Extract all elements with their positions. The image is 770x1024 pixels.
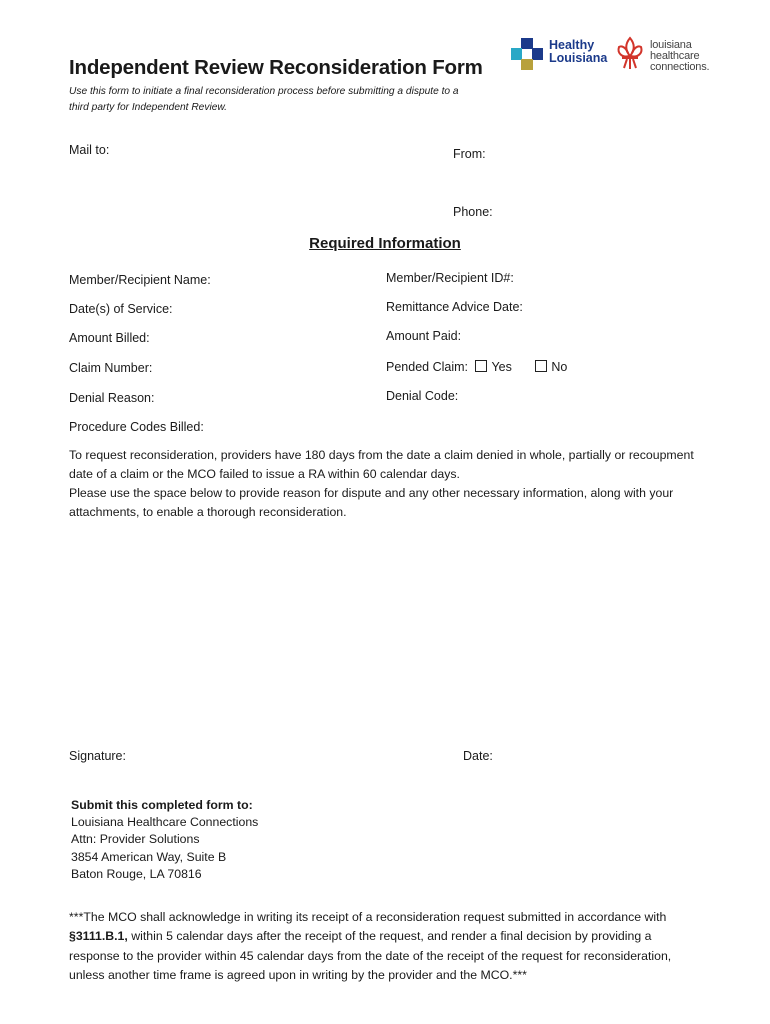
amount-billed-field: Amount Billed: [69,331,150,345]
address-line: Louisiana Healthcare Connections [71,815,259,830]
logo-healthcare-word: healthcare [650,50,700,62]
claim-number-field: Claim Number: [69,361,153,375]
notice-text-pre: ***The MCO shall acknowledge in writing its receipt of a reconsideration request submitted in accordance with [69,910,667,924]
phone-label: Phone: [453,205,493,219]
notice-section-ref: §3111.B.1, [69,929,128,944]
denial-reason-field: Denial Reason: [69,391,155,405]
amount-paid-field: Amount Paid: [386,329,462,343]
pended-claim-field [386,360,567,374]
dates-of-service-field: Date(s) of Service: [69,302,173,316]
notice-text-post: within 5 calendar days after the receipt of the request, and render a final decision by providing a response to the provider within 45 calendar days from the date of the receipt of the request for reconsideration, unless another time frame is agreed upon in writing by the provider and the MCO.*** [69,929,672,982]
healthy-louisiana-cross-icon [509,36,545,72]
submit-address-block [71,797,258,883]
logo-connections-word: connections. [650,61,710,73]
instructions-paragraph-2: Please use the space below to provide reason for dispute and any other necessary information, along with your attachments, to enable a thorough reconsideration. [69,486,674,519]
instructions-paragraph-1: To request reconsideration, providers have 180 days from the date a claim denied in whole, partially or recoupment date of a claim or the MCO failed to issue a RA within 60 calendar days. [69,448,694,481]
pended-yes-checkbox[interactable] [475,360,487,372]
pended-yes-label: Yes [491,360,512,374]
member-name-field: Member/Recipient Name: [69,273,211,287]
required-information-text: Required Information [309,235,461,252]
remittance-advice-date-field: Remittance Advice Date: [386,300,523,314]
pended-no-checkbox[interactable] [535,360,547,372]
louisiana-healthcare-connections-logo [614,36,710,78]
healthy-louisiana-logo [509,36,609,72]
signature-label: Signature: [69,749,126,763]
from-label: From: [453,147,486,161]
member-id-field: Member/Recipient ID#: [386,271,514,285]
pended-claim-label: Pended Claim: [386,360,468,374]
page-title: Independent Review Reconsideration Form [69,56,483,79]
page-subtitle: Use this form to initiate a final reconsideration process before submitting a dispute to a third party for Independent Review. [69,86,459,113]
pended-no-label: No [551,360,568,374]
required-information-heading [0,235,770,253]
logo-louisiana-word: louisiana [650,39,692,51]
logo-louisiana-text: Louisiana [549,51,608,65]
mail-to-label: Mail to: [69,143,110,157]
date-label: Date: [463,749,493,763]
logo-healthy-text: Healthy [549,38,595,52]
mco-notice [69,908,699,985]
address-line: Attn: Provider Solutions [71,832,200,847]
address-line: 3854 American Way, Suite B [71,849,227,864]
address-line: Baton Rouge, LA 70816 [71,866,202,881]
procedure-codes-field: Procedure Codes Billed: [69,420,204,434]
submit-heading: Submit this completed form to: [71,798,253,812]
denial-code-field: Denial Code: [386,389,459,403]
fleur-de-lis-icon [614,36,646,72]
